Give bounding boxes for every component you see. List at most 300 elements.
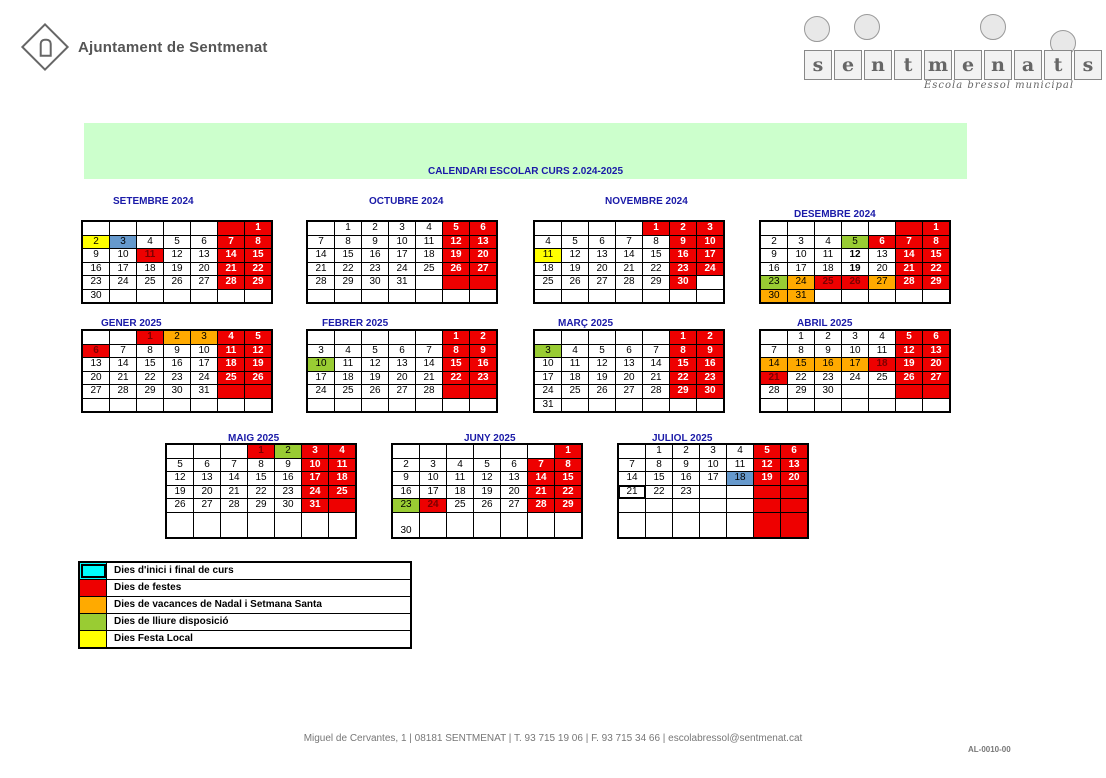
day-cell: 1 bbox=[248, 444, 275, 458]
day-cell bbox=[589, 398, 616, 412]
day-cell: 28 bbox=[416, 385, 443, 399]
day-cell: 17 bbox=[110, 262, 137, 276]
day-cell bbox=[643, 330, 670, 344]
day-cell: 28 bbox=[896, 276, 923, 290]
day-cell bbox=[329, 512, 357, 538]
day-cell: 1 bbox=[555, 444, 583, 458]
day-cell: 11 bbox=[534, 249, 562, 263]
day-cell bbox=[191, 221, 218, 235]
day-cell: 25 bbox=[416, 262, 443, 276]
day-cell bbox=[443, 276, 470, 290]
day-cell bbox=[781, 499, 809, 513]
day-cell: 1 bbox=[443, 330, 470, 344]
day-cell: 21 bbox=[616, 262, 643, 276]
day-cell bbox=[362, 398, 389, 412]
day-cell: 4 bbox=[815, 235, 842, 249]
day-cell: 12 bbox=[164, 249, 191, 263]
day-cell bbox=[110, 289, 137, 303]
day-cell bbox=[420, 444, 447, 458]
day-cell: 17 bbox=[302, 472, 329, 486]
day-cell: 24 bbox=[110, 276, 137, 290]
day-cell: 17 bbox=[420, 485, 447, 499]
day-cell: 20 bbox=[781, 472, 809, 486]
day-cell: 13 bbox=[616, 358, 643, 372]
day-cell: 27 bbox=[389, 385, 416, 399]
week-row bbox=[618, 444, 808, 458]
day-cell: 15 bbox=[670, 358, 697, 372]
child-figure-icon bbox=[804, 16, 830, 42]
day-cell: 3 bbox=[534, 344, 562, 358]
day-cell: 3 bbox=[700, 444, 727, 458]
day-cell: 9 bbox=[670, 235, 697, 249]
day-cell: 3 bbox=[788, 235, 815, 249]
week-row bbox=[307, 262, 497, 276]
day-cell: 4 bbox=[447, 458, 474, 472]
day-cell bbox=[218, 385, 245, 399]
day-cell bbox=[166, 512, 194, 538]
week-row bbox=[534, 385, 724, 399]
day-cell: 12 bbox=[245, 344, 273, 358]
day-cell bbox=[842, 289, 869, 303]
school-letter-block: e bbox=[954, 50, 982, 80]
day-cell: 30 bbox=[697, 385, 725, 399]
month-title: MARÇ 2025 bbox=[558, 318, 614, 329]
day-cell: 25 bbox=[447, 499, 474, 513]
day-cell bbox=[474, 444, 501, 458]
day-cell: 13 bbox=[869, 249, 896, 263]
day-cell: 18 bbox=[416, 249, 443, 263]
day-cell bbox=[534, 330, 562, 344]
week-row bbox=[166, 499, 356, 513]
day-cell: 20 bbox=[501, 485, 528, 499]
day-cell bbox=[788, 398, 815, 412]
day-cell bbox=[329, 499, 357, 513]
day-cell: 6 bbox=[923, 330, 951, 344]
day-cell bbox=[697, 276, 725, 290]
day-cell: 26 bbox=[245, 371, 273, 385]
day-cell bbox=[754, 512, 781, 538]
day-cell: 2 bbox=[392, 458, 420, 472]
month-calendar bbox=[617, 443, 809, 539]
week-row bbox=[82, 289, 272, 303]
month-title: ABRIL 2025 bbox=[797, 318, 853, 329]
day-cell: 11 bbox=[137, 249, 164, 263]
school-letter-block: e bbox=[834, 50, 862, 80]
day-cell: 18 bbox=[137, 262, 164, 276]
day-cell: 19 bbox=[754, 472, 781, 486]
legend-swatch-start-end bbox=[80, 563, 107, 579]
title-band bbox=[84, 123, 967, 179]
day-cell: 15 bbox=[248, 472, 275, 486]
month-calendar bbox=[759, 329, 951, 413]
day-cell: 4 bbox=[534, 235, 562, 249]
day-cell: 16 bbox=[392, 485, 420, 499]
day-cell bbox=[191, 398, 218, 412]
day-cell bbox=[896, 289, 923, 303]
day-cell: 29 bbox=[248, 499, 275, 513]
day-cell: 24 bbox=[302, 485, 329, 499]
day-cell bbox=[842, 398, 869, 412]
child-figure-icon bbox=[980, 14, 1006, 40]
day-cell: 8 bbox=[555, 458, 583, 472]
day-cell bbox=[643, 289, 670, 303]
day-cell: 20 bbox=[616, 371, 643, 385]
day-cell: 29 bbox=[670, 385, 697, 399]
day-cell: 16 bbox=[82, 262, 110, 276]
day-cell: 9 bbox=[697, 344, 725, 358]
day-cell bbox=[501, 444, 528, 458]
week-row bbox=[307, 385, 497, 399]
day-cell: 17 bbox=[700, 472, 727, 486]
day-cell: 22 bbox=[245, 262, 273, 276]
day-cell bbox=[869, 385, 896, 399]
day-cell bbox=[470, 398, 498, 412]
legend bbox=[78, 561, 412, 649]
day-cell: 21 bbox=[110, 371, 137, 385]
day-cell: 11 bbox=[416, 235, 443, 249]
week-row bbox=[618, 512, 808, 538]
week-row bbox=[392, 458, 582, 472]
day-cell: 11 bbox=[329, 458, 357, 472]
day-cell: 29 bbox=[555, 499, 583, 513]
day-cell: 9 bbox=[362, 235, 389, 249]
day-cell: 18 bbox=[815, 262, 842, 276]
week-row bbox=[760, 385, 950, 399]
day-cell: 11 bbox=[562, 358, 589, 372]
day-cell: 27 bbox=[470, 262, 498, 276]
day-cell: 26 bbox=[562, 276, 589, 290]
legend-item bbox=[80, 580, 410, 597]
day-cell bbox=[646, 512, 673, 538]
day-cell: 16 bbox=[164, 358, 191, 372]
day-cell: 2 bbox=[697, 330, 725, 344]
day-cell bbox=[191, 289, 218, 303]
day-cell: 18 bbox=[534, 262, 562, 276]
week-row bbox=[307, 371, 497, 385]
day-cell bbox=[245, 289, 273, 303]
day-cell bbox=[869, 289, 896, 303]
month-title: FEBRER 2025 bbox=[322, 318, 389, 329]
school-letter-block: n bbox=[984, 50, 1012, 80]
day-cell: 18 bbox=[562, 371, 589, 385]
day-cell: 2 bbox=[470, 330, 498, 344]
day-cell: 17 bbox=[191, 358, 218, 372]
day-cell: 15 bbox=[137, 358, 164, 372]
day-cell: 28 bbox=[110, 385, 137, 399]
week-row bbox=[392, 444, 582, 458]
month-title: SETEMBRE 2024 bbox=[113, 196, 194, 207]
week-row bbox=[307, 358, 497, 372]
day-cell: 27 bbox=[82, 385, 110, 399]
day-cell bbox=[700, 499, 727, 513]
week-row bbox=[760, 358, 950, 372]
day-cell: 14 bbox=[528, 472, 555, 486]
day-cell: 16 bbox=[670, 249, 697, 263]
day-cell bbox=[470, 289, 498, 303]
day-cell: 7 bbox=[110, 344, 137, 358]
day-cell: 19 bbox=[362, 371, 389, 385]
day-cell: 4 bbox=[562, 344, 589, 358]
day-cell: 20 bbox=[194, 485, 221, 499]
day-cell bbox=[443, 289, 470, 303]
month-calendar bbox=[306, 329, 498, 413]
day-cell bbox=[194, 444, 221, 458]
day-cell: 25 bbox=[562, 385, 589, 399]
day-cell bbox=[616, 221, 643, 235]
day-cell: 11 bbox=[815, 249, 842, 263]
day-cell: 14 bbox=[218, 249, 245, 263]
day-cell: 9 bbox=[275, 458, 302, 472]
day-cell bbox=[562, 289, 589, 303]
week-row bbox=[82, 330, 272, 344]
week-row bbox=[82, 371, 272, 385]
day-cell: 17 bbox=[697, 249, 725, 263]
day-cell: 24 bbox=[389, 262, 416, 276]
day-cell: 10 bbox=[389, 235, 416, 249]
day-cell bbox=[245, 398, 273, 412]
week-row bbox=[166, 512, 356, 538]
day-cell: 2 bbox=[275, 444, 302, 458]
week-row bbox=[166, 444, 356, 458]
day-cell: 23 bbox=[470, 371, 498, 385]
day-cell: 1 bbox=[335, 221, 362, 235]
day-cell: 4 bbox=[869, 330, 896, 344]
day-cell: 16 bbox=[470, 358, 498, 372]
day-cell: 31 bbox=[191, 385, 218, 399]
day-cell: 17 bbox=[842, 358, 869, 372]
legend-swatch-free-day bbox=[80, 614, 107, 630]
day-cell bbox=[700, 485, 727, 499]
day-cell: 30 bbox=[760, 289, 788, 303]
week-row bbox=[307, 344, 497, 358]
day-cell bbox=[416, 289, 443, 303]
day-cell: 7 bbox=[218, 235, 245, 249]
day-cell: 15 bbox=[443, 358, 470, 372]
day-cell: 19 bbox=[245, 358, 273, 372]
day-cell: 13 bbox=[191, 249, 218, 263]
day-cell bbox=[869, 398, 896, 412]
day-cell bbox=[923, 398, 951, 412]
day-cell: 15 bbox=[643, 249, 670, 263]
day-cell: 27 bbox=[501, 499, 528, 513]
day-cell bbox=[82, 221, 110, 235]
day-cell: 29 bbox=[137, 385, 164, 399]
child-figure-icon bbox=[854, 14, 880, 40]
day-cell: 7 bbox=[221, 458, 248, 472]
day-cell: 20 bbox=[470, 249, 498, 263]
day-cell bbox=[307, 330, 335, 344]
day-cell: 16 bbox=[760, 262, 788, 276]
day-cell bbox=[618, 444, 646, 458]
day-cell: 9 bbox=[470, 344, 498, 358]
day-cell bbox=[166, 444, 194, 458]
day-cell bbox=[416, 276, 443, 290]
day-cell bbox=[501, 512, 528, 538]
month-calendar bbox=[81, 220, 273, 304]
day-cell bbox=[528, 512, 555, 538]
day-cell: 2 bbox=[362, 221, 389, 235]
legend-label: Dies d'inici i final de curs bbox=[114, 565, 234, 576]
day-cell: 20 bbox=[82, 371, 110, 385]
day-cell: 22 bbox=[670, 371, 697, 385]
month-title: DESEMBRE 2024 bbox=[794, 209, 876, 220]
day-cell bbox=[760, 221, 788, 235]
day-cell: 18 bbox=[218, 358, 245, 372]
day-cell bbox=[392, 444, 420, 458]
day-cell bbox=[82, 330, 110, 344]
day-cell: 25 bbox=[869, 371, 896, 385]
day-cell bbox=[589, 221, 616, 235]
day-cell: 4 bbox=[727, 444, 754, 458]
week-row bbox=[534, 221, 724, 235]
day-cell: 15 bbox=[245, 249, 273, 263]
day-cell: 6 bbox=[616, 344, 643, 358]
day-cell: 28 bbox=[218, 276, 245, 290]
day-cell: 1 bbox=[646, 444, 673, 458]
day-cell: 13 bbox=[923, 344, 951, 358]
day-cell bbox=[82, 398, 110, 412]
day-cell: 23 bbox=[670, 262, 697, 276]
day-cell: 9 bbox=[164, 344, 191, 358]
day-cell: 22 bbox=[923, 262, 951, 276]
day-cell bbox=[815, 221, 842, 235]
week-row bbox=[618, 499, 808, 513]
day-cell: 17 bbox=[307, 371, 335, 385]
day-cell: 16 bbox=[362, 249, 389, 263]
day-cell: 28 bbox=[307, 276, 335, 290]
org-emblem-icon bbox=[21, 23, 69, 71]
day-cell: 16 bbox=[673, 472, 700, 486]
week-row bbox=[392, 499, 582, 513]
week-row bbox=[534, 235, 724, 249]
month-calendar bbox=[306, 220, 498, 304]
day-cell: 6 bbox=[82, 344, 110, 358]
day-cell: 14 bbox=[643, 358, 670, 372]
day-cell bbox=[754, 485, 781, 499]
week-row bbox=[760, 289, 950, 303]
day-cell bbox=[221, 444, 248, 458]
day-cell: 27 bbox=[191, 276, 218, 290]
day-cell: 8 bbox=[443, 344, 470, 358]
day-cell: 8 bbox=[643, 235, 670, 249]
day-cell: 27 bbox=[194, 499, 221, 513]
day-cell bbox=[335, 398, 362, 412]
week-row bbox=[618, 458, 808, 472]
legend-label: Dies Festa Local bbox=[114, 633, 193, 644]
day-cell bbox=[815, 289, 842, 303]
day-cell: 6 bbox=[194, 458, 221, 472]
day-cell bbox=[307, 221, 335, 235]
day-cell: 23 bbox=[392, 499, 420, 513]
day-cell: 11 bbox=[447, 472, 474, 486]
day-cell: 4 bbox=[137, 235, 164, 249]
day-cell: 23 bbox=[815, 371, 842, 385]
day-cell: 5 bbox=[754, 444, 781, 458]
week-row bbox=[618, 472, 808, 486]
day-cell bbox=[218, 289, 245, 303]
day-cell: 26 bbox=[474, 499, 501, 513]
day-cell bbox=[700, 512, 727, 538]
day-cell: 3 bbox=[842, 330, 869, 344]
day-cell: 7 bbox=[307, 235, 335, 249]
day-cell: 23 bbox=[82, 276, 110, 290]
day-cell: 28 bbox=[221, 499, 248, 513]
day-cell bbox=[781, 512, 809, 538]
day-cell bbox=[616, 289, 643, 303]
week-row bbox=[534, 289, 724, 303]
day-cell bbox=[842, 221, 869, 235]
month-calendar bbox=[81, 329, 273, 413]
day-cell: 1 bbox=[788, 330, 815, 344]
month-calendar bbox=[533, 220, 725, 304]
week-row bbox=[392, 512, 582, 538]
org-name: Ajuntament de Sentmenat bbox=[78, 38, 268, 56]
day-cell: 9 bbox=[760, 249, 788, 263]
day-cell bbox=[218, 221, 245, 235]
week-row bbox=[82, 276, 272, 290]
day-cell: 10 bbox=[700, 458, 727, 472]
day-cell: 29 bbox=[788, 385, 815, 399]
day-cell: 8 bbox=[670, 344, 697, 358]
day-cell: 31 bbox=[788, 289, 815, 303]
day-cell bbox=[618, 499, 646, 513]
day-cell: 4 bbox=[335, 344, 362, 358]
day-cell: 8 bbox=[788, 344, 815, 358]
day-cell: 24 bbox=[697, 262, 725, 276]
day-cell: 5 bbox=[245, 330, 273, 344]
day-cell: 1 bbox=[923, 221, 951, 235]
day-cell bbox=[534, 289, 562, 303]
day-cell bbox=[137, 221, 164, 235]
day-cell: 21 bbox=[416, 371, 443, 385]
day-cell: 5 bbox=[474, 458, 501, 472]
legend-label: Dies de lliure disposició bbox=[114, 616, 229, 627]
day-cell: 23 bbox=[164, 371, 191, 385]
day-cell: 16 bbox=[275, 472, 302, 486]
week-row bbox=[760, 398, 950, 412]
day-cell: 1 bbox=[245, 221, 273, 235]
day-cell bbox=[470, 276, 498, 290]
day-cell bbox=[218, 398, 245, 412]
month-calendar bbox=[391, 443, 583, 539]
day-cell: 16 bbox=[697, 358, 725, 372]
day-cell: 30 bbox=[670, 276, 697, 290]
day-cell: 24 bbox=[534, 385, 562, 399]
day-cell: 6 bbox=[470, 221, 498, 235]
day-cell: 24 bbox=[420, 499, 447, 513]
day-cell bbox=[616, 330, 643, 344]
day-cell: 30 bbox=[392, 512, 420, 538]
day-cell: 21 bbox=[528, 485, 555, 499]
day-cell: 14 bbox=[221, 472, 248, 486]
day-cell: 30 bbox=[362, 276, 389, 290]
day-cell bbox=[275, 512, 302, 538]
day-cell: 8 bbox=[245, 235, 273, 249]
day-cell: 18 bbox=[329, 472, 357, 486]
day-cell: 22 bbox=[443, 371, 470, 385]
day-cell: 7 bbox=[416, 344, 443, 358]
day-cell: 13 bbox=[589, 249, 616, 263]
day-cell: 26 bbox=[362, 385, 389, 399]
month-title: OCTUBRE 2024 bbox=[369, 196, 444, 207]
day-cell: 25 bbox=[815, 276, 842, 290]
day-cell: 28 bbox=[528, 499, 555, 513]
week-row bbox=[534, 358, 724, 372]
day-cell bbox=[562, 398, 589, 412]
day-cell: 14 bbox=[307, 249, 335, 263]
day-cell bbox=[670, 289, 697, 303]
day-cell: 25 bbox=[137, 276, 164, 290]
